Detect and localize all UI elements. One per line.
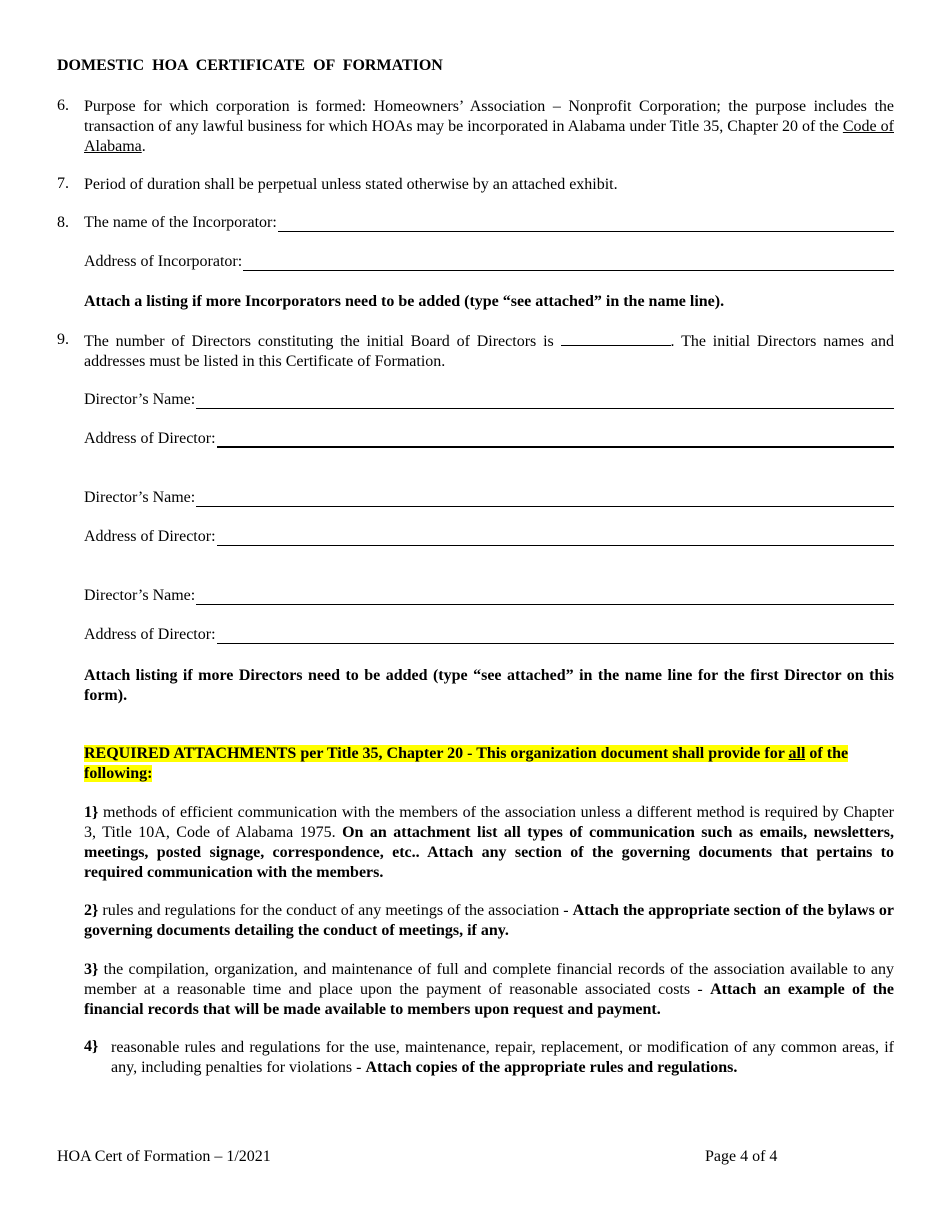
director-3-name-line[interactable] [196, 590, 894, 605]
requirement-4 [111, 1038, 894, 1078]
director-3-name-field[interactable] [84, 587, 894, 605]
director-2-address-field[interactable] [84, 528, 894, 546]
requirement-1-instruction: On an attachment list all types of communication such as emails, newsletters, meetings, posted signage, correspondence, etc.. Attach any section of the governing documents that pertains to required communication with the members. [84, 824, 894, 881]
footer-form-id: HOA Cert of Formation – 1/2021 [57, 1148, 271, 1165]
incorporator-name-field[interactable] [84, 214, 894, 232]
item-6-body: Purpose for which corporation is formed: Homeowners’ Association – Nonprofit Corporation; the purpose includes the transaction of any lawful business for which HOAs may be incorporated in Alabama under Title 35, Chapter 20 of the [84, 98, 894, 135]
item-6-number: 6. [57, 97, 69, 114]
requirement-3-text: the compilation, organization, and maintenance of full and complete financial records of the association available to any member at a reasonable time and place upon the payment of reasonable associated costs - [84, 961, 894, 998]
item-9-text-b: . The initial Directors names and addresses must be listed in this Certificate of Formation. [84, 333, 895, 370]
director-2-address-line[interactable] [217, 531, 894, 546]
item-6-period: . [141, 138, 146, 155]
director-2-name-line[interactable] [196, 492, 894, 507]
required-heading-part1: REQUIRED ATTACHMENTS per Title 35, Chapter 20 - This organization document shall provide for [84, 745, 789, 762]
directors-attach-note: Attach listing if more Directors need to be added (type “see attached” in the name line for the first Director on this form). [84, 667, 894, 704]
requirement-1-text: methods of efficient communication with the members of the association unless a different method is required by Chapter 3, Title 10A, Code of Alabama 1975. [84, 804, 894, 841]
incorporator-name-label: The name of the Incorporator: [84, 214, 277, 231]
requirement-3-number: 3} [84, 961, 99, 978]
item-7-text: Period of duration shall be perpetual unless stated otherwise by an attached exhibit. [84, 176, 618, 193]
document-title: DOMESTIC HOA CERTIFICATE OF FORMATION [57, 57, 443, 74]
item-6-text [84, 97, 894, 157]
director-1-name-label: Director’s Name: [84, 391, 196, 408]
director-3-address-label: Address of Director: [84, 626, 216, 643]
incorporator-name-line[interactable] [278, 217, 894, 232]
item-9-text [84, 331, 894, 372]
director-2-name-label: Director’s Name: [84, 489, 196, 506]
director-3-name-label: Director’s Name: [84, 587, 196, 604]
director-3-address-line[interactable] [217, 629, 894, 644]
required-heading-all: all [788, 745, 806, 762]
director-2-name-field[interactable] [84, 489, 894, 507]
item-9-text-a: The number of Directors constituting the initial Board of Directors is [84, 333, 561, 350]
director-count-blank[interactable] [561, 331, 671, 346]
incorporator-address-line[interactable] [243, 256, 894, 271]
item-7-number: 7. [57, 175, 69, 192]
incorporator-address-label: Address of Incorporator: [84, 253, 243, 270]
requirement-1-number: 1} [84, 804, 99, 821]
requirement-3 [84, 960, 894, 1020]
director-1-name-line[interactable] [196, 394, 894, 409]
requirement-4-instruction: Attach copies of the appropriate rules and regulations. [365, 1059, 738, 1076]
director-1-address-label: Address of Director: [84, 430, 216, 447]
director-1-name-field[interactable] [84, 391, 894, 409]
incorporator-address-field[interactable] [84, 253, 894, 271]
required-heading-part2: of the following: [84, 745, 849, 782]
director-3-address-field[interactable] [84, 626, 894, 644]
requirement-4-text: reasonable rules and regulations for the use, maintenance, repair, replacement, or modification of any common areas, if any, including penalties for violations - [111, 1039, 894, 1076]
requirement-1 [84, 803, 894, 883]
requirement-2-instruction: Attach the appropriate section of the bylaws or governing documents detailing the conduct of meetings, if any. [84, 902, 894, 939]
footer-page-number: Page 4 of 4 [705, 1148, 778, 1165]
requirement-3-instruction: Attach an example of the financial records that will be made available to members upon request and payment. [84, 981, 895, 1018]
director-1-address-field[interactable] [84, 430, 894, 448]
requirement-2-text: rules and regulations for the conduct of any meetings of the association - [98, 902, 573, 919]
requirement-4-number: 4} [84, 1038, 99, 1055]
requirement-2-number: 2} [84, 902, 99, 919]
director-1-address-line[interactable] [217, 432, 894, 448]
director-2-address-label: Address of Director: [84, 528, 216, 545]
item-8-number: 8. [57, 214, 69, 231]
incorporator-attach-note: Attach a listing if more Incorporators need to be added (type “see attached” in the name line). [84, 293, 725, 310]
item-9-number: 9. [57, 331, 69, 348]
code-of-alabama-reference: Code of Alabama [84, 118, 894, 155]
required-attachments-heading [84, 744, 894, 784]
requirement-2 [84, 901, 894, 941]
